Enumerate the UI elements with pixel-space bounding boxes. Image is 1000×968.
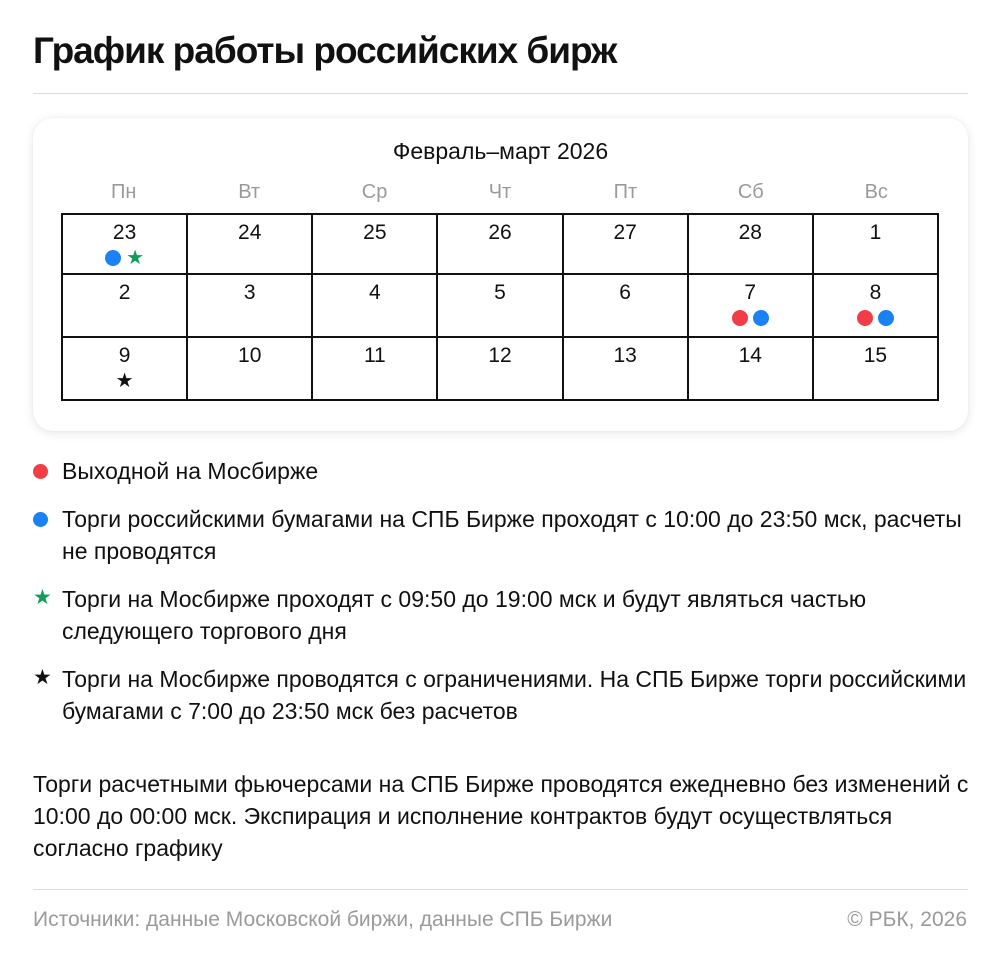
calendar-day-cell: [437, 214, 562, 274]
day-number: 3: [243, 281, 256, 304]
day-number: 14: [738, 344, 762, 367]
legend-item: [33, 503, 968, 567]
divider: [33, 93, 968, 94]
black-star-icon: ★: [115, 370, 134, 392]
legend-text: Выходной на Мосбирже: [62, 458, 319, 484]
calendar-day-cell: [62, 214, 187, 274]
legend-item: [33, 455, 968, 487]
day-markers: [63, 248, 186, 268]
red-dot-icon: [732, 310, 748, 326]
calendar-day-cell: [563, 337, 688, 400]
calendar-day-cell: [312, 274, 437, 337]
legend-item: [33, 663, 968, 727]
calendar-day-cell: [437, 337, 562, 400]
calendar-day-cell: [563, 274, 688, 337]
weekday-tue: Вт: [238, 181, 261, 203]
legend: [33, 455, 968, 743]
day-number: 12: [488, 344, 512, 367]
legend-item: [33, 583, 968, 647]
day-markers: [814, 308, 937, 328]
blue-dot-icon: [878, 310, 894, 326]
day-number: 5: [494, 281, 506, 304]
day-number: 4: [369, 281, 381, 304]
weekday-thu: Чт: [488, 181, 512, 203]
weekday-mon: Пн: [111, 181, 137, 203]
weekday-fri: Пт: [613, 181, 638, 203]
day-number: 11: [363, 344, 386, 367]
day-number: 27: [613, 221, 637, 244]
calendar-grid: [61, 213, 939, 401]
calendar-title: Февраль–март 2026: [392, 138, 609, 164]
calendar-day-cell: [62, 274, 187, 337]
day-number: 26: [488, 221, 512, 244]
calendar-week: [62, 337, 938, 400]
divider: [33, 889, 968, 890]
calendar-day-cell: [187, 337, 312, 400]
calendar-card: [33, 118, 968, 431]
weekday-sat: Сб: [737, 181, 764, 203]
page-title: График работы российских бирж: [33, 30, 617, 71]
futures-note: Торги расчетными фьючерсами на СПБ Бирже проводятся ежедневно без изменений с 10:00 до 00:00 мск. Экспирация и исполнение контрактов будут осуществляться согласно графику: [33, 771, 969, 861]
calendar-day-cell: [312, 337, 437, 400]
black-star-icon: ★: [33, 666, 52, 689]
weekday-sun: Вс: [864, 181, 888, 203]
calendar-day-cell: [62, 337, 187, 400]
calendar-day-cell: [688, 337, 813, 400]
red-dot-icon: [33, 464, 48, 479]
calendar-day-cell: [813, 214, 938, 274]
day-number: 15: [863, 344, 888, 367]
weekday-wed: Ср: [361, 181, 388, 203]
day-markers: [63, 371, 186, 391]
calendar-day-cell: [813, 274, 938, 337]
day-number: 9: [118, 344, 131, 367]
day-markers: [689, 308, 812, 328]
calendar-day-cell: [813, 337, 938, 400]
blue-dot-icon: [753, 310, 769, 326]
day-number: 13: [613, 344, 637, 367]
calendar-day-cell: [312, 214, 437, 274]
legend-text: Торги российскими бумагами на СПБ Бирже проходят с 10:00 до 23:50 мск, расчеты не проводятся: [62, 506, 962, 564]
day-number: 8: [869, 281, 882, 304]
calendar-week: [62, 274, 938, 337]
calendar-day-cell: [688, 274, 813, 337]
legend-text: Торги на Мосбирже проводятся с ограничениями. На СПБ Бирже торги российскими бумагами с 7:00 до 23:50 мск без расчетов: [62, 666, 967, 724]
day-number: 28: [738, 221, 762, 244]
green-star-icon: ★: [33, 586, 52, 609]
calendar-day-cell: [187, 274, 312, 337]
red-dot-icon: [857, 310, 873, 326]
calendar-day-cell: [437, 274, 562, 337]
sources: Источники: данные Московской биржи, данные СПБ Биржи: [33, 908, 613, 931]
copyright: © РБК, 2026: [847, 908, 967, 931]
day-number: 1: [869, 221, 882, 244]
day-number: 10: [238, 344, 262, 367]
calendar-day-cell: [563, 214, 688, 274]
weekday-header: [61, 181, 939, 204]
day-number: 24: [238, 221, 262, 244]
day-number: 7: [744, 281, 757, 304]
day-number: 2: [118, 281, 131, 304]
legend-text: Торги на Мосбирже проходят с 09:50 до 19:00 мск и будут являться частью следующего торгового дня: [62, 586, 867, 644]
calendar-week: [62, 214, 938, 274]
calendar-day-cell: [688, 214, 813, 274]
day-number: 6: [619, 281, 631, 304]
blue-dot-icon: [33, 512, 48, 527]
day-number: 23: [112, 221, 137, 244]
day-number: 25: [363, 221, 387, 244]
green-star-icon: ★: [126, 247, 145, 269]
blue-dot-icon: [105, 250, 121, 266]
calendar-day-cell: [187, 214, 312, 274]
